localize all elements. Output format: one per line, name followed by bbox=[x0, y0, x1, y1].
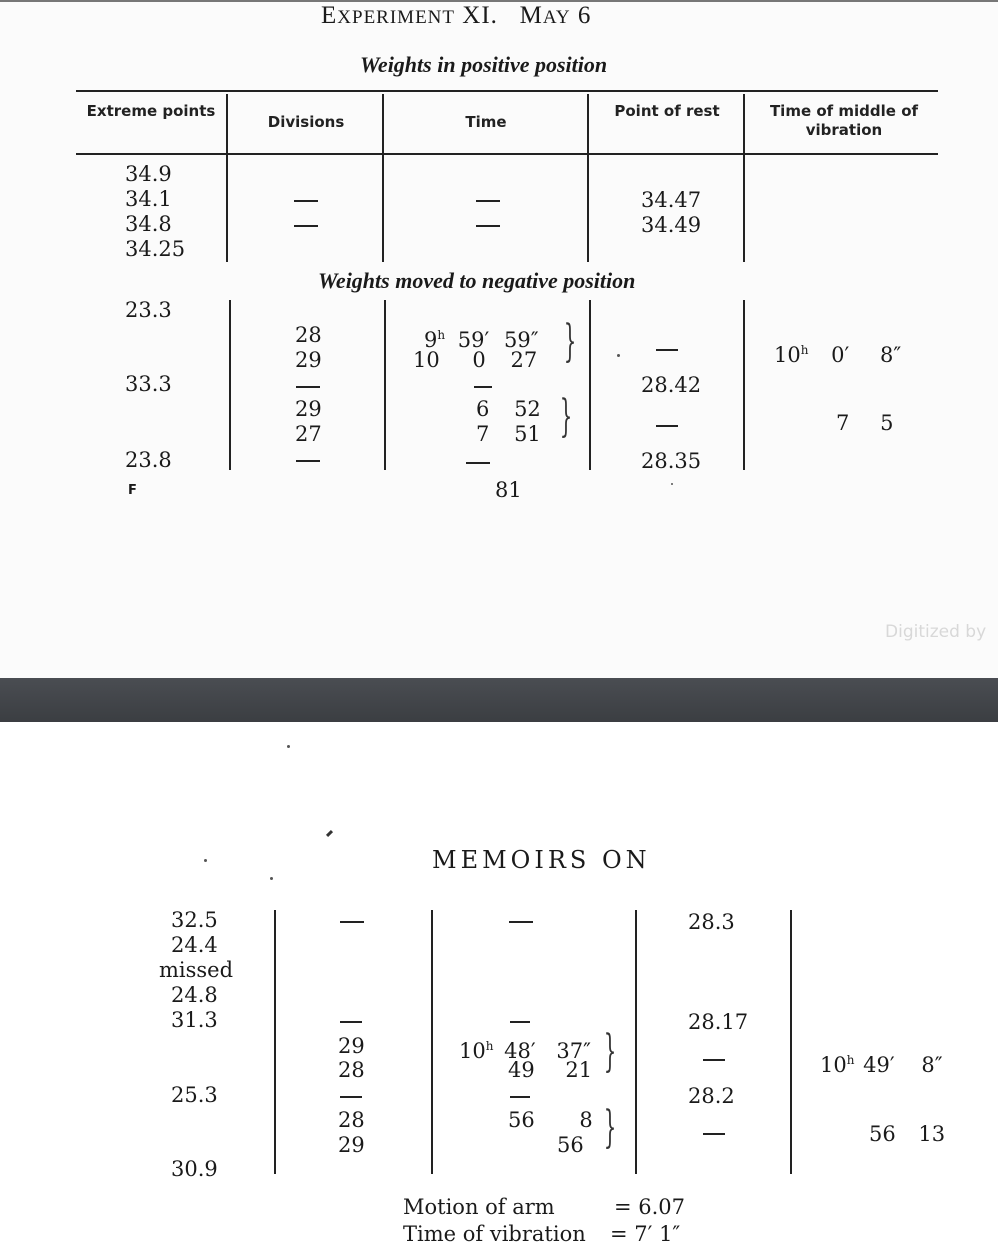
division-value: 28 bbox=[338, 1058, 365, 1082]
dash bbox=[509, 921, 533, 923]
middle-vibration-time: 10$^h$ 0′ 8″ bbox=[774, 343, 902, 367]
extreme-value: 31.3 bbox=[171, 1008, 218, 1032]
dash bbox=[340, 1096, 362, 1098]
time-minutes: 0 bbox=[472, 348, 486, 372]
extreme-value: 34.25 bbox=[125, 237, 186, 261]
division-value: 29 bbox=[295, 348, 322, 372]
dash bbox=[296, 386, 320, 388]
dash bbox=[476, 225, 500, 227]
dash bbox=[656, 425, 678, 427]
rest-positive bbox=[641, 188, 701, 238]
ink-speck bbox=[326, 830, 333, 837]
dash bbox=[510, 1096, 530, 1098]
rest-value: 28.17 bbox=[688, 1010, 749, 1034]
dash bbox=[703, 1059, 725, 1061]
division-value: 27 bbox=[295, 422, 322, 446]
middle-vibration-time bbox=[836, 411, 893, 436]
division-value: 29 bbox=[295, 397, 322, 421]
extreme-value: 34.8 bbox=[125, 212, 172, 236]
time-minutes: 59 bbox=[457, 328, 485, 352]
time-seconds: 8 bbox=[579, 1108, 593, 1132]
brace: } bbox=[603, 1102, 617, 1153]
header-extreme-points: Extreme points bbox=[86, 102, 216, 120]
time-seconds: 8 bbox=[921, 1053, 935, 1077]
experiment-title bbox=[321, 2, 591, 30]
title-part: E bbox=[321, 2, 338, 29]
header-point-of-rest: Point of rest bbox=[614, 102, 720, 120]
page-number: 81 bbox=[495, 478, 522, 502]
ink-speck bbox=[671, 483, 673, 485]
time-seconds: 56 bbox=[557, 1133, 584, 1157]
time-row bbox=[557, 1133, 584, 1158]
division-value: 29 bbox=[338, 1034, 365, 1058]
extreme-value: 23.3 bbox=[125, 298, 172, 322]
title-part: AY bbox=[542, 7, 571, 28]
table-top-rule bbox=[76, 90, 938, 92]
extreme-value: 34.1 bbox=[125, 187, 172, 211]
signature-letter: F bbox=[128, 483, 137, 498]
time-seconds: 5 bbox=[880, 411, 894, 435]
time-row: 10$^h$ 48′ 37″ bbox=[459, 1039, 591, 1063]
rest-value: 28.2 bbox=[688, 1084, 735, 1108]
extreme-value: 23.8 bbox=[125, 448, 172, 472]
dash bbox=[510, 1021, 530, 1023]
division-value: 28 bbox=[295, 323, 322, 347]
column-rule bbox=[226, 94, 228, 262]
title-part: 6 bbox=[577, 2, 592, 29]
time-row bbox=[413, 348, 537, 373]
extreme-value: 30.9 bbox=[171, 1157, 218, 1181]
column-rule bbox=[384, 300, 386, 470]
time-seconds: 59 bbox=[504, 328, 531, 352]
page-divider-bar bbox=[0, 678, 998, 722]
dash bbox=[294, 200, 318, 202]
column-rule bbox=[382, 94, 384, 262]
column-rule bbox=[790, 910, 792, 1174]
title-part: XPERIMENT bbox=[337, 7, 456, 28]
column-rule bbox=[589, 300, 591, 470]
time-seconds: 21 bbox=[565, 1058, 593, 1082]
digitized-watermark: Digitized by bbox=[885, 622, 987, 642]
motion-of-arm-label: Motion of arm bbox=[403, 1195, 555, 1219]
extreme-value: 24.8 bbox=[171, 983, 218, 1007]
time-hours: 10 bbox=[459, 1039, 486, 1063]
extreme-points-positive bbox=[125, 162, 185, 262]
time-row bbox=[476, 397, 541, 422]
time-of-vibration-value: = 7′ 1″ bbox=[610, 1222, 681, 1246]
time-seconds: 52 bbox=[514, 397, 541, 421]
extreme-value: 33.3 bbox=[125, 372, 172, 396]
extreme-points-column bbox=[159, 908, 233, 1033]
middle-vibration-time: 10$^h$ 49′ 8″ bbox=[820, 1053, 943, 1077]
dash bbox=[296, 460, 320, 462]
subtitle-positive: Weights in positive position bbox=[360, 52, 608, 77]
time-row bbox=[508, 1108, 593, 1133]
rest-value: 28.35 bbox=[641, 449, 702, 473]
column-rule bbox=[431, 910, 433, 1174]
time-minutes: 49 bbox=[863, 1053, 890, 1077]
ink-speck bbox=[270, 877, 273, 880]
dash bbox=[703, 1133, 725, 1135]
brace: } bbox=[563, 316, 577, 367]
rest-value: 34.49 bbox=[641, 213, 702, 237]
time-minutes: 49 bbox=[508, 1058, 535, 1082]
header-time-middle-vibration: Time of middle of vibration bbox=[769, 102, 919, 139]
dash bbox=[474, 386, 492, 388]
time-seconds: 51 bbox=[514, 422, 541, 446]
time-minutes: 48 bbox=[504, 1039, 531, 1063]
time-row bbox=[508, 1058, 592, 1083]
title-part: XI. bbox=[462, 2, 498, 29]
column-rule bbox=[743, 94, 745, 262]
ink-speck bbox=[287, 745, 290, 748]
middle-vibration-time bbox=[869, 1122, 945, 1147]
time-minutes: 7 bbox=[476, 422, 490, 446]
time-hours: 10 bbox=[413, 348, 440, 372]
extreme-value: 25.3 bbox=[171, 1083, 218, 1107]
time-hours: 10 bbox=[774, 343, 801, 367]
extreme-value: missed bbox=[159, 958, 234, 982]
dash bbox=[466, 462, 490, 464]
column-rule bbox=[635, 910, 637, 1174]
ink-speck bbox=[204, 859, 207, 862]
time-seconds: 13 bbox=[918, 1122, 946, 1146]
time-hours: 10 bbox=[820, 1053, 847, 1077]
header-divisions: Divisions bbox=[267, 113, 345, 131]
time-minutes: 56 bbox=[869, 1122, 896, 1146]
subtitle-negative: Weights moved to negative position bbox=[318, 268, 636, 293]
column-rule bbox=[274, 910, 276, 1174]
scan-page-bottom bbox=[0, 722, 998, 1246]
dash bbox=[476, 200, 500, 202]
time-seconds: 8 bbox=[880, 343, 894, 367]
time-minutes: 56 bbox=[508, 1108, 535, 1132]
time-of-vibration-label: Time of vibration bbox=[403, 1222, 586, 1246]
column-rule bbox=[587, 94, 589, 262]
brace: } bbox=[559, 391, 573, 442]
time-minutes: 7 bbox=[836, 411, 850, 435]
rest-value: 28.42 bbox=[641, 373, 702, 397]
time-seconds: 37 bbox=[556, 1039, 584, 1063]
time-seconds: 27 bbox=[510, 348, 538, 372]
brace: } bbox=[603, 1026, 617, 1077]
division-value: 29 bbox=[338, 1133, 365, 1157]
column-rule bbox=[229, 300, 231, 470]
extreme-value: 24.4 bbox=[171, 933, 218, 957]
time-row: 9$^h$ 59′ 59″ bbox=[424, 328, 539, 352]
time-row bbox=[476, 422, 541, 447]
time-minutes: 6 bbox=[476, 397, 490, 421]
running-head: MEMOIRS ON bbox=[432, 846, 651, 874]
rest-value: 34.47 bbox=[641, 188, 702, 212]
dash bbox=[340, 1021, 362, 1023]
time-minutes: 0 bbox=[831, 343, 845, 367]
division-value: 28 bbox=[338, 1108, 365, 1132]
title-part: M bbox=[519, 2, 543, 29]
rest-value: 28.3 bbox=[688, 910, 735, 934]
extreme-value: 32.5 bbox=[171, 908, 218, 932]
header-bottom-rule bbox=[76, 153, 938, 155]
ink-speck bbox=[617, 354, 620, 357]
motion-of-arm-value: = 6.07 bbox=[614, 1195, 686, 1219]
dash bbox=[340, 921, 364, 923]
dash bbox=[656, 349, 678, 351]
extreme-value: 34.9 bbox=[125, 162, 172, 186]
dash bbox=[294, 225, 318, 227]
header-time: Time bbox=[465, 113, 507, 131]
column-rule bbox=[743, 300, 745, 470]
time-hours: 9 bbox=[424, 328, 438, 352]
